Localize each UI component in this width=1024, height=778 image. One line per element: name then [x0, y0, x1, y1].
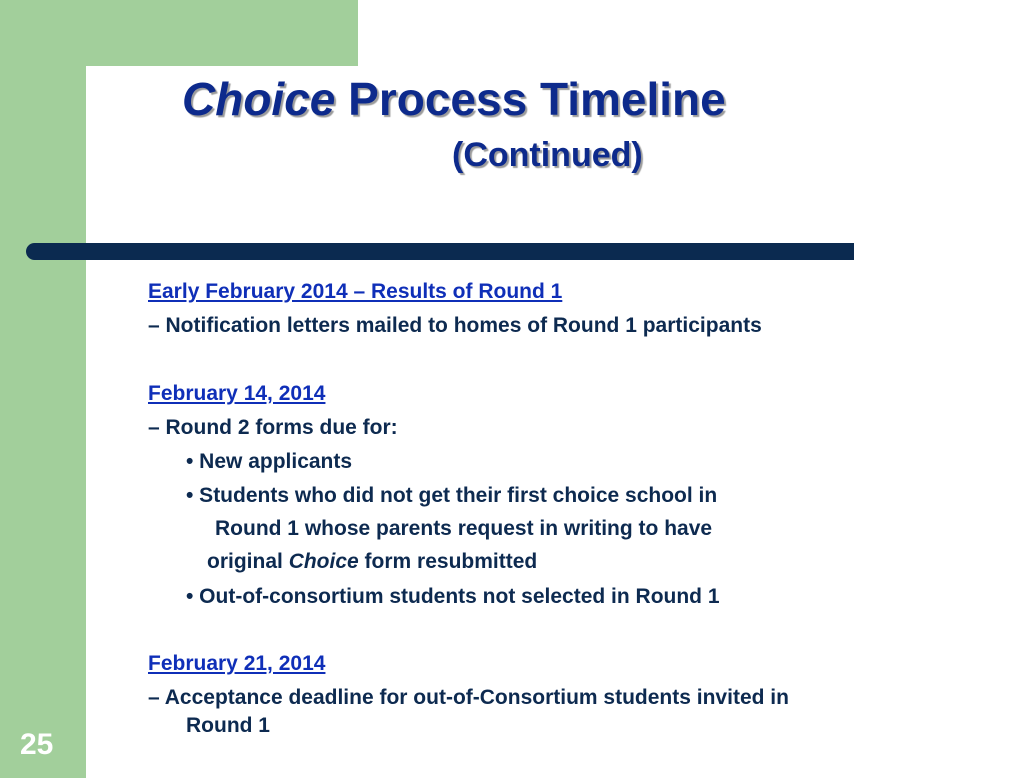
- slide-number: 25: [20, 728, 54, 761]
- section-heading-february-14: [148, 382, 325, 406]
- bullet-out-of-consortium: • Out-of-consortium students not selected in Round 1: [186, 585, 720, 608]
- line3-post: form resubmitted: [358, 550, 538, 573]
- bullet-students-line3: [207, 550, 537, 574]
- green-top-band: [0, 0, 358, 66]
- line3-italic: Choice: [288, 550, 359, 573]
- title-italic: Choice: [182, 73, 336, 125]
- title-rest: Process Timeline: [335, 73, 726, 125]
- section3-item-line2: Round 1: [186, 714, 270, 737]
- section-heading-february-21: [148, 652, 325, 676]
- section2-item: – Round 2 forms due for:: [148, 416, 398, 439]
- slide-title: [182, 72, 726, 126]
- february-14-link[interactable]: February 14, 2014: [148, 382, 326, 405]
- section1-item: – Notification letters mailed to homes of Round 1 participants: [148, 314, 762, 337]
- title-divider-bar: [26, 243, 854, 260]
- early-february-link[interactable]: Early February 2014 – Results of Round 1: [148, 280, 563, 303]
- bullet-new-applicants: • New applicants: [186, 450, 353, 473]
- bullet-students-line2: Round 1 whose parents request in writing to have: [215, 517, 713, 540]
- section-heading-early-february: [148, 280, 562, 304]
- section3-item-line1: – Acceptance deadline for out-of-Consortium students invited in: [148, 686, 789, 709]
- bullet-students-line1: • Students who did not get their first choice school in: [186, 484, 718, 507]
- green-sidebar: [0, 0, 86, 778]
- line3-pre: original: [207, 550, 289, 573]
- february-21-link[interactable]: February 21, 2014: [148, 652, 326, 675]
- slide-subtitle: (Continued): [452, 136, 643, 174]
